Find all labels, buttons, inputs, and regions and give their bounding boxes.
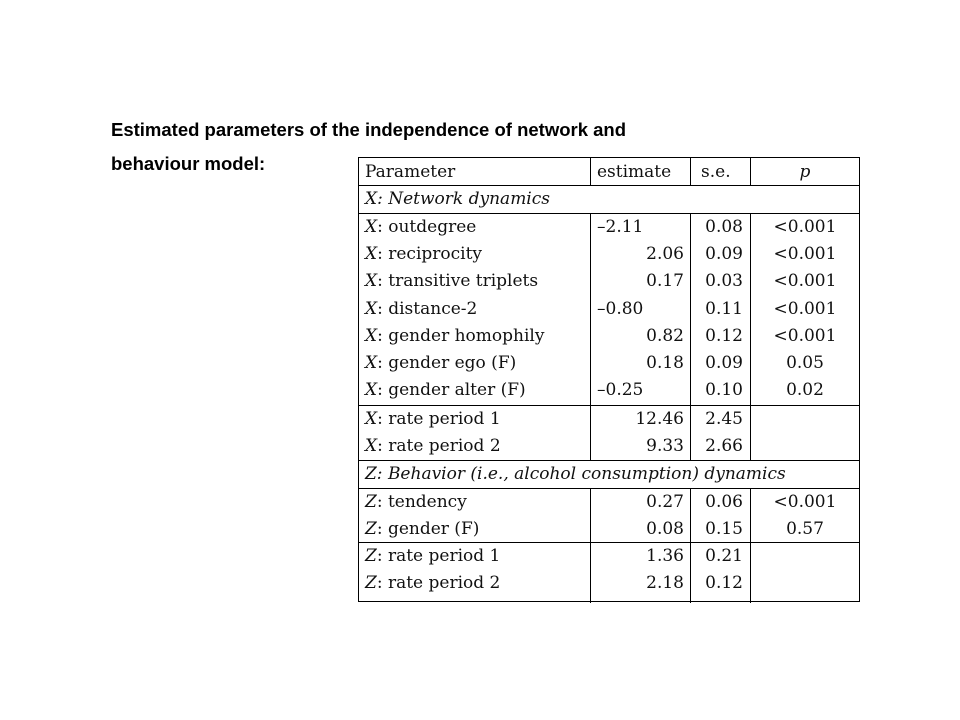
parameter-table: [358, 157, 860, 602]
se-cell: 0.06: [705, 492, 743, 512]
section-title-network: X: Network dynamics: [365, 189, 550, 209]
parameter-cell: Z: rate period 1: [365, 546, 501, 566]
parameter-cell: X: distance-2: [365, 298, 478, 319]
table-row: [359, 570, 859, 596]
parameter-cell: Z: tendency: [365, 492, 467, 512]
p-value-cell: [751, 570, 859, 596]
estimate-cell: 0.17: [646, 271, 684, 292]
table-row: [359, 323, 859, 349]
estimate-cell: –0.25: [597, 380, 644, 401]
parameter-cell: X: rate period 2: [365, 436, 501, 457]
p-value-cell: <0.001: [773, 244, 837, 265]
table-row: [359, 543, 859, 569]
se-cell: 0.15: [705, 519, 743, 540]
parameter-cell: X: outdegree: [365, 217, 477, 237]
header-p: p: [799, 162, 811, 182]
table-row: [359, 489, 859, 515]
se-cell: 0.09: [705, 244, 743, 265]
table-row: [359, 214, 859, 240]
parameter-cell: X: gender homophily: [365, 325, 545, 346]
heading-line-2: behaviour model:: [111, 153, 266, 174]
estimate-cell: 0.08: [646, 519, 684, 540]
estimate-cell: 9.33: [646, 436, 684, 457]
p-value-cell: <0.001: [773, 217, 837, 237]
section-title-behavior: Z: Behavior (i.e., alcohol consumption) dynamics: [365, 464, 786, 484]
estimate-cell: 2.18: [646, 573, 684, 594]
table-header-row: [359, 159, 859, 185]
header-se: s.e.: [701, 162, 731, 182]
parameter-cell: Z: rate period 2: [365, 573, 501, 594]
parameter-cell: X: rate period 1: [365, 409, 501, 429]
estimate-cell: –0.80: [597, 298, 644, 319]
parameter-cell: X: reciprocity: [365, 244, 483, 265]
p-value-cell: <0.001: [773, 325, 837, 346]
table-row: [359, 296, 859, 322]
p-value-cell: 0.02: [786, 380, 824, 401]
p-value-cell: <0.001: [773, 298, 837, 319]
estimate-cell: 0.18: [646, 353, 684, 373]
estimate-cell: 12.46: [635, 409, 684, 429]
p-value-cell: 0.57: [786, 519, 824, 540]
header-parameter: Parameter: [365, 162, 456, 182]
estimate-cell: 2.06: [646, 244, 684, 265]
p-value-cell: <0.001: [773, 271, 837, 292]
p-value-cell: 0.05: [786, 353, 824, 373]
header-estimate: estimate: [597, 162, 672, 182]
parameter-cell: Z: gender (F): [365, 519, 480, 540]
se-cell: 0.08: [705, 217, 743, 237]
se-cell: 0.10: [705, 380, 743, 401]
se-cell: 0.11: [705, 298, 743, 319]
se-cell: 0.12: [705, 573, 743, 594]
table-row: [359, 377, 859, 403]
p-value-cell: [751, 433, 859, 459]
se-cell: 0.12: [705, 325, 743, 346]
table-row: [359, 241, 859, 267]
table-row: [359, 350, 859, 376]
parameter-cell: X: transitive triplets: [365, 271, 539, 292]
p-value-cell: [751, 406, 859, 432]
parameter-cell: X: gender ego (F): [365, 353, 517, 373]
se-cell: 2.45: [705, 409, 743, 429]
p-value-cell: [751, 543, 859, 569]
table-row: [359, 268, 859, 294]
estimate-cell: 0.27: [646, 492, 684, 512]
se-cell: 0.03: [705, 271, 743, 292]
se-cell: 2.66: [705, 436, 743, 457]
section-row-network: [359, 186, 859, 212]
p-value-cell: <0.001: [773, 492, 837, 512]
table-row: [359, 433, 859, 459]
se-cell: 0.21: [705, 546, 743, 566]
heading-line-1: Estimated parameters of the independence of network and: [111, 119, 627, 140]
estimate-cell: –2.11: [597, 217, 644, 237]
estimate-cell: 1.36: [646, 546, 684, 566]
estimate-cell: 0.82: [646, 325, 684, 346]
parameter-cell: X: gender alter (F): [365, 380, 526, 401]
se-cell: 0.09: [705, 353, 743, 373]
table-row: [359, 516, 859, 542]
table-row: [359, 406, 859, 432]
section-row-behavior: [359, 461, 859, 487]
